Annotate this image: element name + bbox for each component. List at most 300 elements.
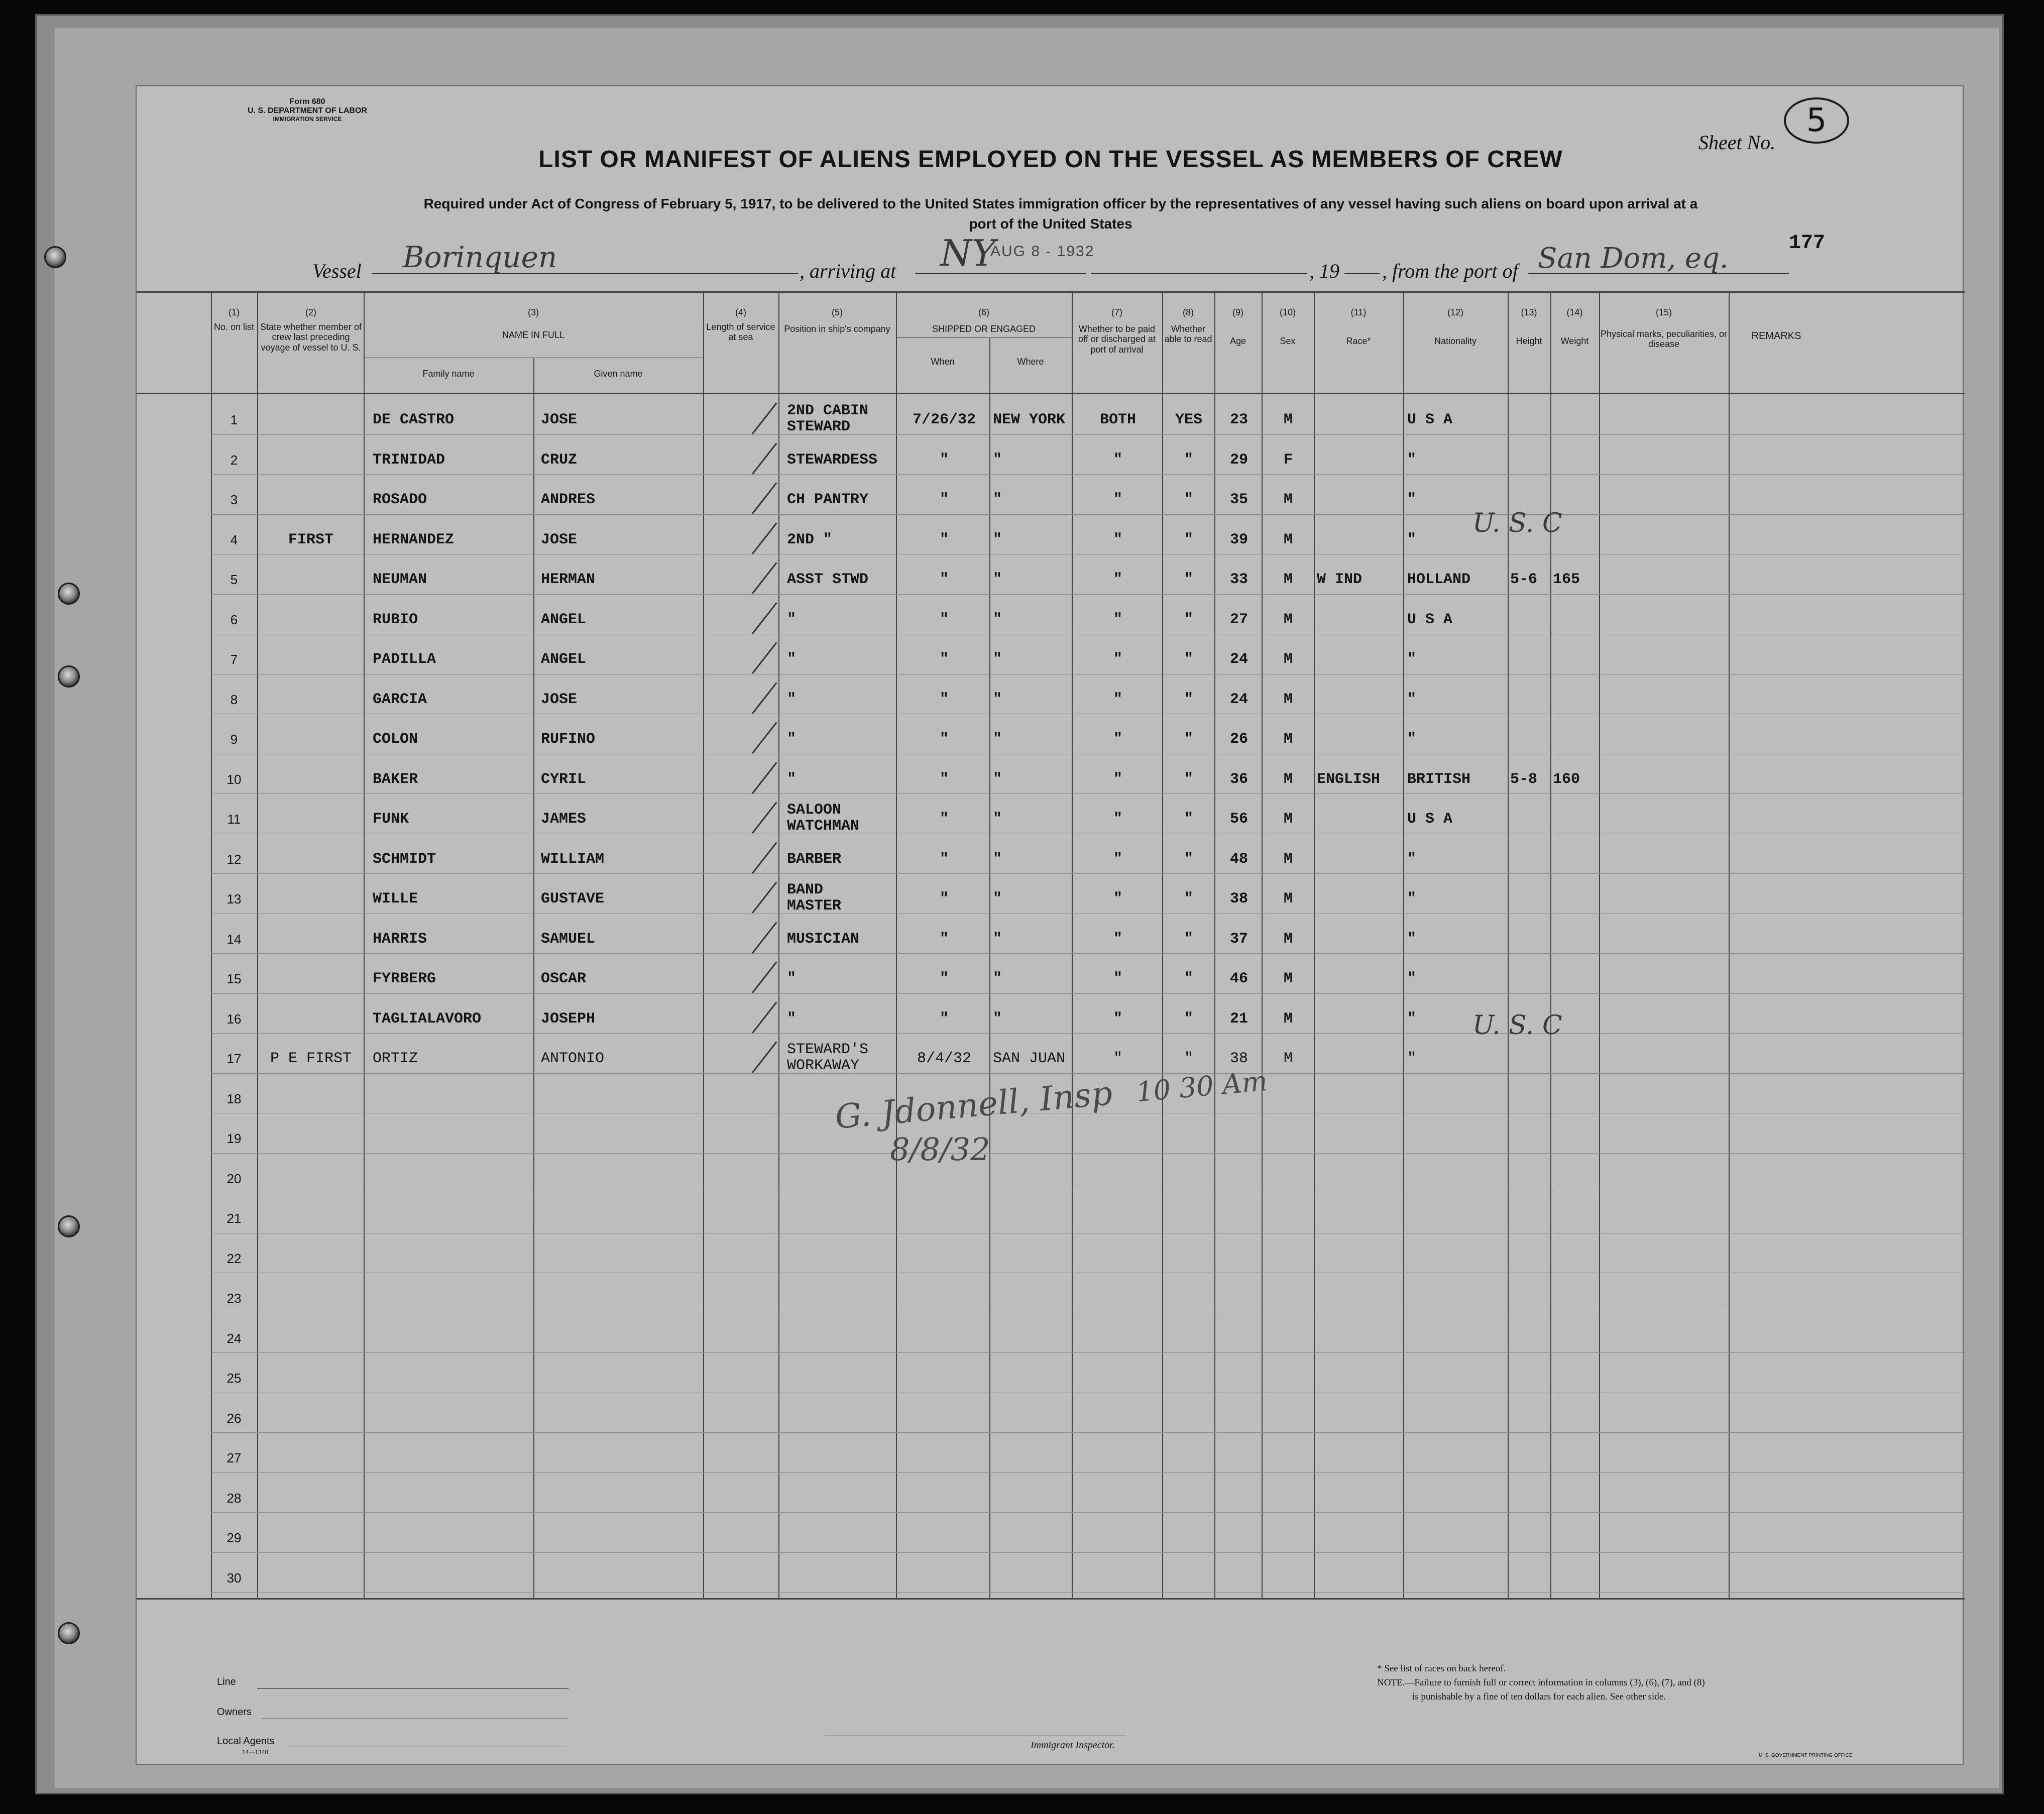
cell-age: 36 xyxy=(1229,770,1248,788)
cell-nationality: BRITISH xyxy=(1407,770,1471,788)
col2-header: (2) State whether member of crew last preceding voyage of vessel to U. S. xyxy=(260,307,362,353)
sheet-label: Sheet No. xyxy=(1698,131,1776,154)
inspector-signature: G. Jdonnell, Insp xyxy=(833,1074,1114,1137)
cell-when: " xyxy=(939,811,949,828)
service-checkmark xyxy=(752,722,777,754)
row-number: 19 xyxy=(226,1131,242,1146)
cell-position: MUSICIAN xyxy=(787,930,860,948)
shipped-subheader-rule xyxy=(896,337,1072,338)
cell-weight: 165 xyxy=(1553,571,1580,588)
service-checkmark xyxy=(752,483,777,514)
cell-position: BAND xyxy=(787,881,824,898)
subtitle-line1: Required under Act of Congress of February 5, 1917, to be delivered to the United States immigration officer by the representatives of any vessel having such aliens on board upon arrival at a xyxy=(423,196,1698,211)
cell-position: " xyxy=(787,651,797,668)
cell-position: " xyxy=(787,1010,797,1028)
table-top-rule xyxy=(137,291,1965,293)
cell-given: ANGEL xyxy=(541,651,587,668)
cell-family: WILLE xyxy=(373,890,418,908)
cell-age: 26 xyxy=(1229,731,1248,748)
col-rule xyxy=(989,337,990,1600)
cell-weight: 160 xyxy=(1553,770,1580,788)
row-rule xyxy=(211,1033,1965,1034)
cell-position: 2ND CABIN xyxy=(787,402,869,419)
cell-position: " xyxy=(787,691,797,708)
cell-position: BARBER xyxy=(787,850,842,868)
cell-family: TAGLIALAVORO xyxy=(373,1010,482,1028)
row-number: 13 xyxy=(226,891,242,906)
cell-position: " xyxy=(787,770,797,788)
cell-position: SALOON xyxy=(787,802,842,819)
cell-voyage: FIRST xyxy=(288,531,333,548)
cell-nationality: U S A xyxy=(1407,811,1453,828)
cell-paid: " xyxy=(1113,930,1122,948)
cell-age: 48 xyxy=(1229,850,1248,868)
service-checkmark xyxy=(752,642,777,674)
col-rule xyxy=(1729,291,1730,1600)
cell-where: " xyxy=(993,731,1002,748)
cell-family: PADILLA xyxy=(373,651,436,668)
row-rule xyxy=(211,993,1965,994)
row-number: 22 xyxy=(226,1251,242,1266)
cell-given: GUSTAVE xyxy=(541,890,605,908)
cell-where: SAN JUAN xyxy=(993,1050,1066,1067)
col13-header: (13) Height xyxy=(1516,307,1542,346)
form-code: 14—1340 xyxy=(242,1749,269,1756)
cell-age: 38 xyxy=(1229,890,1248,908)
penalty-note-2: is punishable by a fine of ten dollars for each alien. See other side. xyxy=(1412,1691,1666,1702)
service-checkmark xyxy=(752,762,777,793)
cell-when: 8/4/32 xyxy=(917,1050,972,1067)
row-number: 8 xyxy=(230,692,238,707)
col-rule xyxy=(1599,291,1600,1600)
date-underline xyxy=(1091,273,1307,274)
col-rule xyxy=(533,358,534,1600)
cell-given: JOSEPH xyxy=(541,1010,596,1028)
col3-given-header: Given name xyxy=(594,369,643,379)
cell-nationality: " xyxy=(1407,491,1417,508)
cell-given: JAMES xyxy=(541,811,587,828)
service-checkmark xyxy=(752,802,777,834)
cell-position: CH PANTRY xyxy=(787,491,869,508)
page-title: LIST OR MANIFEST OF ALIENS EMPLOYED ON THE VESSEL AS MEMBERS OF CREW xyxy=(538,146,1563,173)
col-rule xyxy=(1262,291,1263,1600)
cell-voyage: P E FIRST xyxy=(270,1050,352,1067)
cell-when: " xyxy=(939,770,949,788)
cell-family: RUBIO xyxy=(373,611,418,628)
cell-paid: " xyxy=(1113,970,1122,987)
cell-given: ANDRES xyxy=(541,491,596,508)
from-port: San Dom, eq. xyxy=(1538,242,1729,275)
year-underline xyxy=(1344,273,1380,274)
row-number: 20 xyxy=(226,1171,242,1186)
row-number: 11 xyxy=(227,812,241,827)
cell-nationality: " xyxy=(1407,890,1417,908)
cell-sex: M xyxy=(1283,491,1293,508)
cell-where: " xyxy=(993,531,1002,548)
vessel-name: Borinquen xyxy=(403,240,557,274)
cell-given: ANGEL xyxy=(541,611,587,628)
row-number: 3 xyxy=(230,492,238,507)
arriving-port: NY xyxy=(940,232,996,274)
cell-nationality: U S A xyxy=(1407,611,1453,628)
cell-given: WILLIAM xyxy=(541,850,605,868)
cell-sex: M xyxy=(1283,1050,1293,1067)
row-rule xyxy=(211,1472,1965,1473)
col-rule xyxy=(703,291,704,1600)
cell-sex: M xyxy=(1283,611,1293,628)
cell-sex: M xyxy=(1283,731,1293,748)
service-checkmark xyxy=(752,442,777,474)
inspector-date: 8/8/32 xyxy=(890,1131,990,1168)
col-rule xyxy=(1072,291,1073,1600)
cell-sex: M xyxy=(1283,1010,1293,1028)
row-number: 26 xyxy=(226,1410,242,1426)
cell-family: TRINIDAD xyxy=(373,451,445,469)
cell-paid: " xyxy=(1113,770,1122,788)
row-number: 24 xyxy=(226,1330,242,1346)
cell-where: " xyxy=(993,850,1002,868)
cell-age: 56 xyxy=(1229,811,1248,828)
col-rule xyxy=(778,291,779,1600)
col4-header: (4) Length of service at sea xyxy=(706,307,775,343)
col9-header: (9) Age xyxy=(1229,307,1246,346)
cell-age: 29 xyxy=(1229,451,1248,469)
cell-position-line2: MASTER xyxy=(787,897,842,915)
cell-when: 7/26/32 xyxy=(912,411,976,428)
cell-read: " xyxy=(1184,811,1193,828)
cell-where: " xyxy=(993,571,1002,588)
col5-header: (5) Position in ship's company xyxy=(784,307,890,334)
cell-where: " xyxy=(993,491,1002,508)
cell-read: " xyxy=(1184,850,1193,868)
col-rule xyxy=(364,291,365,1600)
row-rule xyxy=(211,793,1965,794)
cell-age: 37 xyxy=(1229,930,1248,948)
service-checkmark xyxy=(752,682,777,714)
cell-nationality: " xyxy=(1407,1010,1417,1028)
cell-position: ASST STWD xyxy=(787,571,869,588)
cell-age: 39 xyxy=(1229,531,1248,548)
cell-given: JOSE xyxy=(541,531,578,548)
usc-annotation: U. S. C xyxy=(1472,508,1562,538)
row-rule xyxy=(211,1153,1965,1154)
row-number: 28 xyxy=(226,1490,242,1506)
service-checkmark xyxy=(752,403,777,434)
row-number: 23 xyxy=(226,1291,242,1306)
col6-when-header: When xyxy=(931,357,955,367)
row-number: 1 xyxy=(230,412,238,427)
cell-nationality: " xyxy=(1407,930,1417,948)
cell-read: " xyxy=(1184,691,1193,708)
cell-paid: " xyxy=(1113,890,1122,908)
cell-sex: M xyxy=(1283,531,1293,548)
cell-sex: M xyxy=(1283,850,1293,868)
cell-race: W IND xyxy=(1317,571,1362,588)
service-checkmark xyxy=(752,882,777,914)
header-bottom-rule xyxy=(137,393,1965,394)
service-checkmark xyxy=(752,962,777,993)
cell-paid: " xyxy=(1113,451,1122,469)
row-rule xyxy=(211,1512,1965,1513)
row-rule xyxy=(211,1432,1965,1433)
from-port-label: , from the port of xyxy=(1382,260,1518,282)
row-number: 4 xyxy=(230,532,238,547)
cell-read: " xyxy=(1184,930,1193,948)
cell-paid: " xyxy=(1113,491,1122,508)
row-number: 14 xyxy=(226,931,242,947)
cell-sex: M xyxy=(1283,770,1293,788)
cell-given: CRUZ xyxy=(541,451,578,469)
cell-read: " xyxy=(1184,770,1193,788)
cell-read: " xyxy=(1184,1050,1193,1067)
cell-paid: " xyxy=(1113,611,1122,628)
remarks-header: REMARKS xyxy=(1751,330,1801,342)
cell-where: " xyxy=(993,970,1002,987)
cell-when: " xyxy=(939,850,949,868)
row-rule xyxy=(211,434,1965,435)
cell-nationality: " xyxy=(1407,850,1417,868)
cell-position: " xyxy=(787,731,797,748)
cell-family: COLON xyxy=(373,731,418,748)
manifest-sheet xyxy=(136,85,1964,1765)
cell-paid: " xyxy=(1113,531,1122,548)
binder-hole xyxy=(44,246,66,268)
cell-given: SAMUEL xyxy=(541,930,596,948)
form-number: Form 680 xyxy=(289,97,325,106)
row-number: 5 xyxy=(230,572,238,587)
service-checkmark xyxy=(752,1001,777,1033)
cell-age: 38 xyxy=(1229,1050,1248,1067)
cell-where: " xyxy=(993,930,1002,948)
cell-nationality: " xyxy=(1407,651,1417,668)
cell-read: YES xyxy=(1175,411,1202,428)
line-underline xyxy=(257,1688,569,1689)
cell-where: " xyxy=(993,1010,1002,1028)
table-bottom-rule xyxy=(137,1598,1965,1600)
cell-family: HARRIS xyxy=(373,930,427,948)
col-rule xyxy=(1508,291,1509,1600)
cell-read: " xyxy=(1184,451,1193,469)
inspector-label: Immigrant Inspector. xyxy=(1031,1740,1115,1751)
col15-header: (15) Physical marks, peculiarities, or disease xyxy=(1600,307,1728,350)
cell-when: " xyxy=(939,491,949,508)
line-label: Line xyxy=(217,1676,236,1687)
cell-sex: M xyxy=(1283,811,1293,828)
cell-race: ENGLISH xyxy=(1317,770,1381,788)
date-stamp: AUG 8 - 1932 xyxy=(990,243,1095,260)
cell-position-line2: WATCHMAN xyxy=(787,818,860,835)
row-number: 21 xyxy=(226,1211,242,1226)
subtitle-line2: port of the United States xyxy=(969,216,1132,232)
owners-label: Owners xyxy=(217,1707,252,1718)
cell-read: " xyxy=(1184,611,1193,628)
cell-age: 35 xyxy=(1229,491,1248,508)
cell-read: " xyxy=(1184,651,1193,668)
penalty-note: NOTE.—Failure to furnish full or correct information in columns (3), (6), (7), and (8) xyxy=(1377,1677,1705,1688)
service-checkmark xyxy=(752,602,777,634)
cell-read: " xyxy=(1184,491,1193,508)
cell-family: ROSADO xyxy=(373,491,427,508)
cell-sex: M xyxy=(1283,571,1293,588)
printer-imprint: U. S. GOVERNMENT PRINTING OFFICE xyxy=(1759,1753,1853,1758)
binder-hole xyxy=(58,665,80,688)
row-rule xyxy=(211,514,1965,515)
cell-nationality: " xyxy=(1407,1050,1417,1067)
col6-header: (6) SHIPPED OR ENGAGED xyxy=(932,307,1036,334)
service-checkmark xyxy=(752,922,777,953)
row-number: 10 xyxy=(226,771,242,787)
cell-sex: M xyxy=(1283,970,1293,987)
cell-where: " xyxy=(993,611,1002,628)
usc-annotation: U. S. C xyxy=(1472,1010,1562,1041)
cell-position: 2ND " xyxy=(787,531,833,548)
col-rule xyxy=(257,291,258,1600)
cell-age: 24 xyxy=(1229,691,1248,708)
cell-sex: M xyxy=(1283,890,1293,908)
cell-family: SCHMIDT xyxy=(373,850,436,868)
col-rule xyxy=(211,291,212,1600)
cell-age: 27 xyxy=(1229,611,1248,628)
service-checkmark xyxy=(752,842,777,873)
cell-paid: " xyxy=(1113,571,1122,588)
row-number: 29 xyxy=(226,1530,242,1545)
row-number: 30 xyxy=(226,1570,242,1585)
cell-position: STEWARD'S xyxy=(787,1041,869,1058)
row-number: 7 xyxy=(230,652,238,667)
cell-where: " xyxy=(993,691,1002,708)
row-rule xyxy=(211,594,1965,595)
binder-hole xyxy=(58,583,80,605)
binder-hole xyxy=(58,1215,80,1237)
department-block xyxy=(222,97,393,123)
cell-nationality: " xyxy=(1407,970,1417,987)
binder-hole xyxy=(58,1622,80,1644)
cell-where: NEW YORK xyxy=(993,411,1066,428)
cell-family: ORTIZ xyxy=(373,1050,418,1067)
cell-sex: M xyxy=(1283,930,1293,948)
row-rule xyxy=(211,1073,1965,1074)
cell-where: " xyxy=(993,811,1002,828)
cell-read: " xyxy=(1184,731,1193,748)
cell-when: " xyxy=(939,451,949,469)
cell-family: DE CASTRO xyxy=(373,411,455,428)
cell-age: 24 xyxy=(1229,651,1248,668)
row-rule xyxy=(211,1352,1965,1353)
cell-when: " xyxy=(939,531,949,548)
service-checkmark xyxy=(752,562,777,594)
cell-sex: M xyxy=(1283,691,1293,708)
service-checkmark xyxy=(752,1042,777,1073)
cell-when: " xyxy=(939,930,949,948)
row-rule xyxy=(211,873,1965,874)
cell-paid: BOTH xyxy=(1099,411,1136,428)
cell-family: HERNANDEZ xyxy=(373,531,455,548)
cell-family: BAKER xyxy=(373,770,418,788)
cell-when: " xyxy=(939,611,949,628)
cell-family: NEUMAN xyxy=(373,571,427,588)
service-checkmark xyxy=(752,522,777,554)
cell-paid: " xyxy=(1113,731,1122,748)
cell-nationality: " xyxy=(1407,731,1417,748)
col6-where-header: Where xyxy=(1017,357,1044,367)
cell-when: " xyxy=(939,1010,949,1028)
row-number: 9 xyxy=(230,732,238,747)
cell-where: " xyxy=(993,890,1002,908)
row-number: 18 xyxy=(226,1091,242,1106)
row-rule xyxy=(211,1552,1965,1553)
cell-when: " xyxy=(939,691,949,708)
cell-family: FYRBERG xyxy=(373,970,436,987)
col11-header: (11) Race* xyxy=(1346,307,1371,346)
cell-paid: " xyxy=(1113,850,1122,868)
cell-given: ANTONIO xyxy=(541,1050,605,1067)
col3-header: (3) NAME IN FULL xyxy=(502,307,565,340)
cell-when: " xyxy=(939,571,949,588)
cell-where: " xyxy=(993,451,1002,469)
cell-age: 23 xyxy=(1229,411,1248,428)
col8-header: (8) Whether able to read xyxy=(1164,307,1212,345)
cell-family: FUNK xyxy=(373,811,409,828)
row-number: 15 xyxy=(226,971,242,986)
cell-paid: " xyxy=(1113,691,1122,708)
row-rule xyxy=(211,953,1965,954)
col7-header: (7) Whether to be paid off or discharged at port of arrival xyxy=(1078,307,1156,355)
row-number: 12 xyxy=(226,851,242,867)
cell-when: " xyxy=(939,970,949,987)
cell-when: " xyxy=(939,731,949,748)
cell-nationality: HOLLAND xyxy=(1407,571,1471,588)
cell-paid: " xyxy=(1113,651,1122,668)
row-number: 25 xyxy=(226,1371,242,1386)
cell-position-line2: WORKAWAY xyxy=(787,1057,860,1074)
col12-header: (12) Nationality xyxy=(1434,307,1477,346)
cell-height: 5-8 xyxy=(1510,770,1538,788)
page-number: 177 xyxy=(1789,232,1826,255)
col-rule xyxy=(1214,291,1215,1600)
department-name: U. S. DEPARTMENT OF LABOR xyxy=(248,106,367,116)
cell-position-line2: STEWARD xyxy=(787,418,851,435)
cell-paid: " xyxy=(1113,811,1122,828)
cell-position: " xyxy=(787,970,797,987)
cell-where: " xyxy=(993,651,1002,668)
cell-read: " xyxy=(1184,531,1193,548)
cell-given: RUFINO xyxy=(541,731,596,748)
cell-read: " xyxy=(1184,571,1193,588)
arriving-label: , arriving at xyxy=(800,260,896,282)
cell-position: STEWARDESS xyxy=(787,451,878,469)
row-number: 27 xyxy=(226,1450,242,1465)
cell-nationality: " xyxy=(1407,691,1417,708)
cell-sex: M xyxy=(1283,411,1293,428)
cell-given: JOSE xyxy=(541,411,578,428)
cell-nationality: " xyxy=(1407,531,1417,548)
cell-family: GARCIA xyxy=(373,691,427,708)
cell-where: " xyxy=(993,770,1002,788)
row-rule xyxy=(211,1592,1965,1593)
cell-given: JOSE xyxy=(541,691,578,708)
col-rule xyxy=(1550,291,1551,1600)
cell-nationality: U S A xyxy=(1407,411,1453,428)
cell-given: OSCAR xyxy=(541,970,587,987)
cell-read: " xyxy=(1184,890,1193,908)
cell-age: 21 xyxy=(1229,1010,1248,1028)
vessel-label: Vessel xyxy=(312,260,362,282)
col1-header: (1) No. on list xyxy=(213,307,255,332)
cell-height: 5-6 xyxy=(1510,571,1538,588)
inspector-time: 10 30 Am xyxy=(1134,1065,1269,1108)
col14-header: (14) Weight xyxy=(1560,307,1589,346)
cell-position: " xyxy=(787,611,797,628)
